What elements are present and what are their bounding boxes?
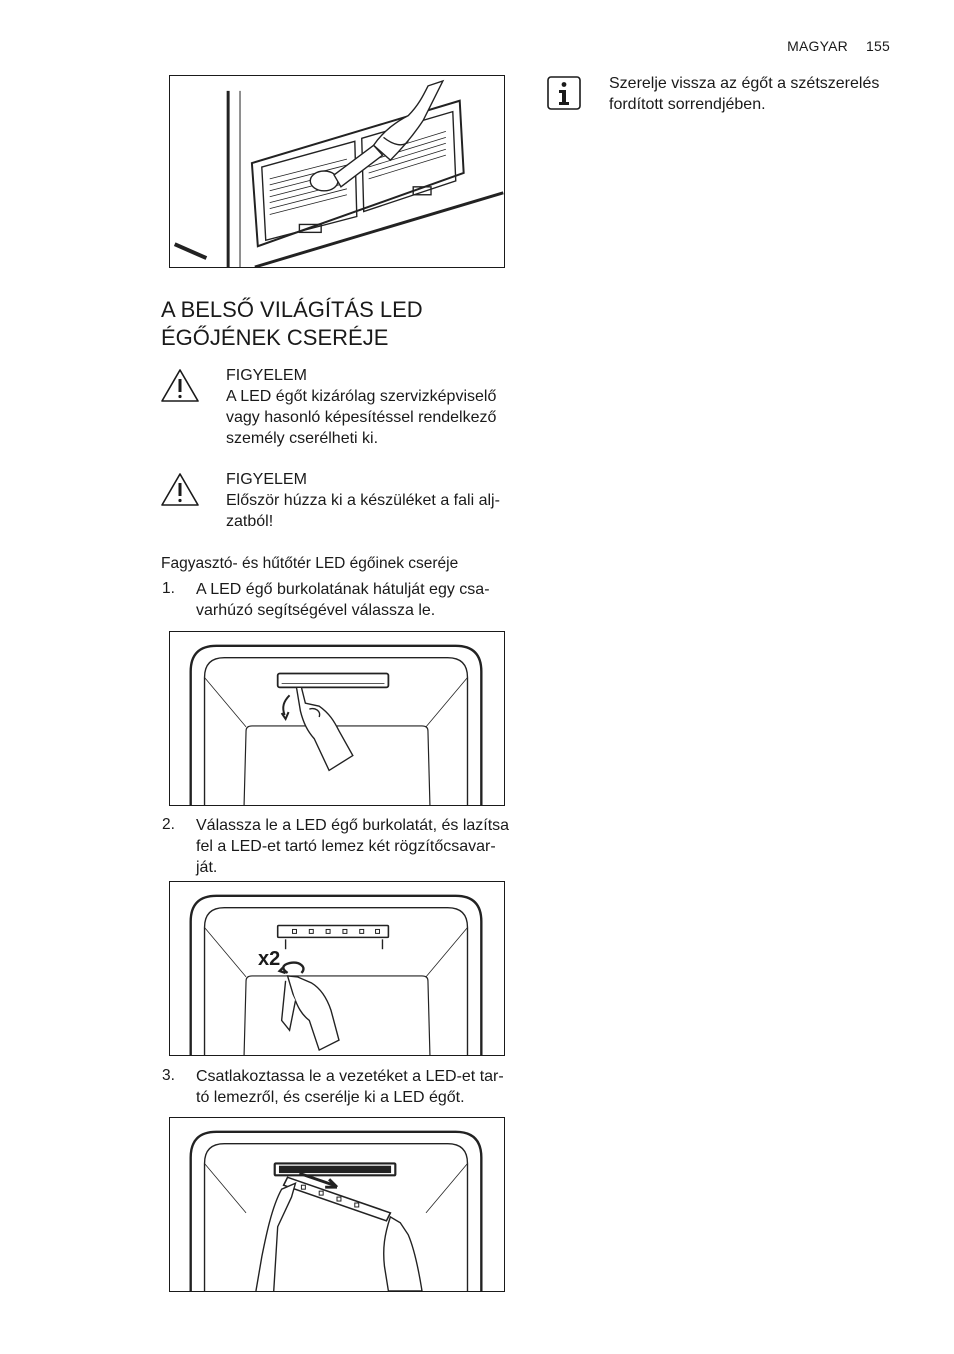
page-header	[787, 38, 890, 54]
warning-triangle-icon	[160, 472, 200, 508]
warning-text: A LED égőt kizárólag szervizképviselő vagy hasonló képesítéssel rendelkező személy cserélheti ki.	[226, 388, 497, 447]
step-text: Csatlakoztassa le a vezetéket a LED-et tar-tó lemezről, és cserélje ki a LED égőt.	[196, 1068, 504, 1106]
illustration-step-1	[169, 631, 505, 806]
multiplier-label: x2	[258, 948, 281, 970]
info-text: Szerelje vissza az égőt a szétszerelés fordított sorrendjében.	[609, 75, 880, 113]
step-text: A LED égő burkolatának hátulját egy csa-varhúzó segítségével válassza le.	[196, 581, 490, 619]
illustration-step-3	[169, 1117, 505, 1292]
section-title: A BELSŐ VILÁGÍTÁS LED ÉGŐJÉNEK CSERÉJE	[161, 297, 423, 350]
illustration-step-2	[169, 881, 505, 1056]
language-label: MAGYAR	[787, 38, 848, 54]
warning-triangle-icon	[160, 368, 200, 404]
illustration-cleaning-filter	[169, 75, 505, 268]
step-text: Válassza le a LED égő burkolatát, és lazítsa fel a LED-et tartó lemez két rögzítőcsavar-ját.	[196, 817, 510, 876]
warning-title: FIGYELEM	[226, 471, 307, 488]
warning-title: FIGYELEM	[226, 367, 307, 384]
procedure-heading: Fagyasztó- és hűtőtér LED égőinek cseréje	[161, 555, 459, 572]
step-number: 2.	[162, 816, 175, 833]
warning-text: Először húzza ki a készüléket a fali alj-zatból!	[226, 492, 500, 530]
page-number: 155	[866, 38, 890, 54]
step-number: 1.	[162, 580, 175, 597]
info-icon	[546, 75, 582, 111]
step-number: 3.	[162, 1067, 175, 1084]
